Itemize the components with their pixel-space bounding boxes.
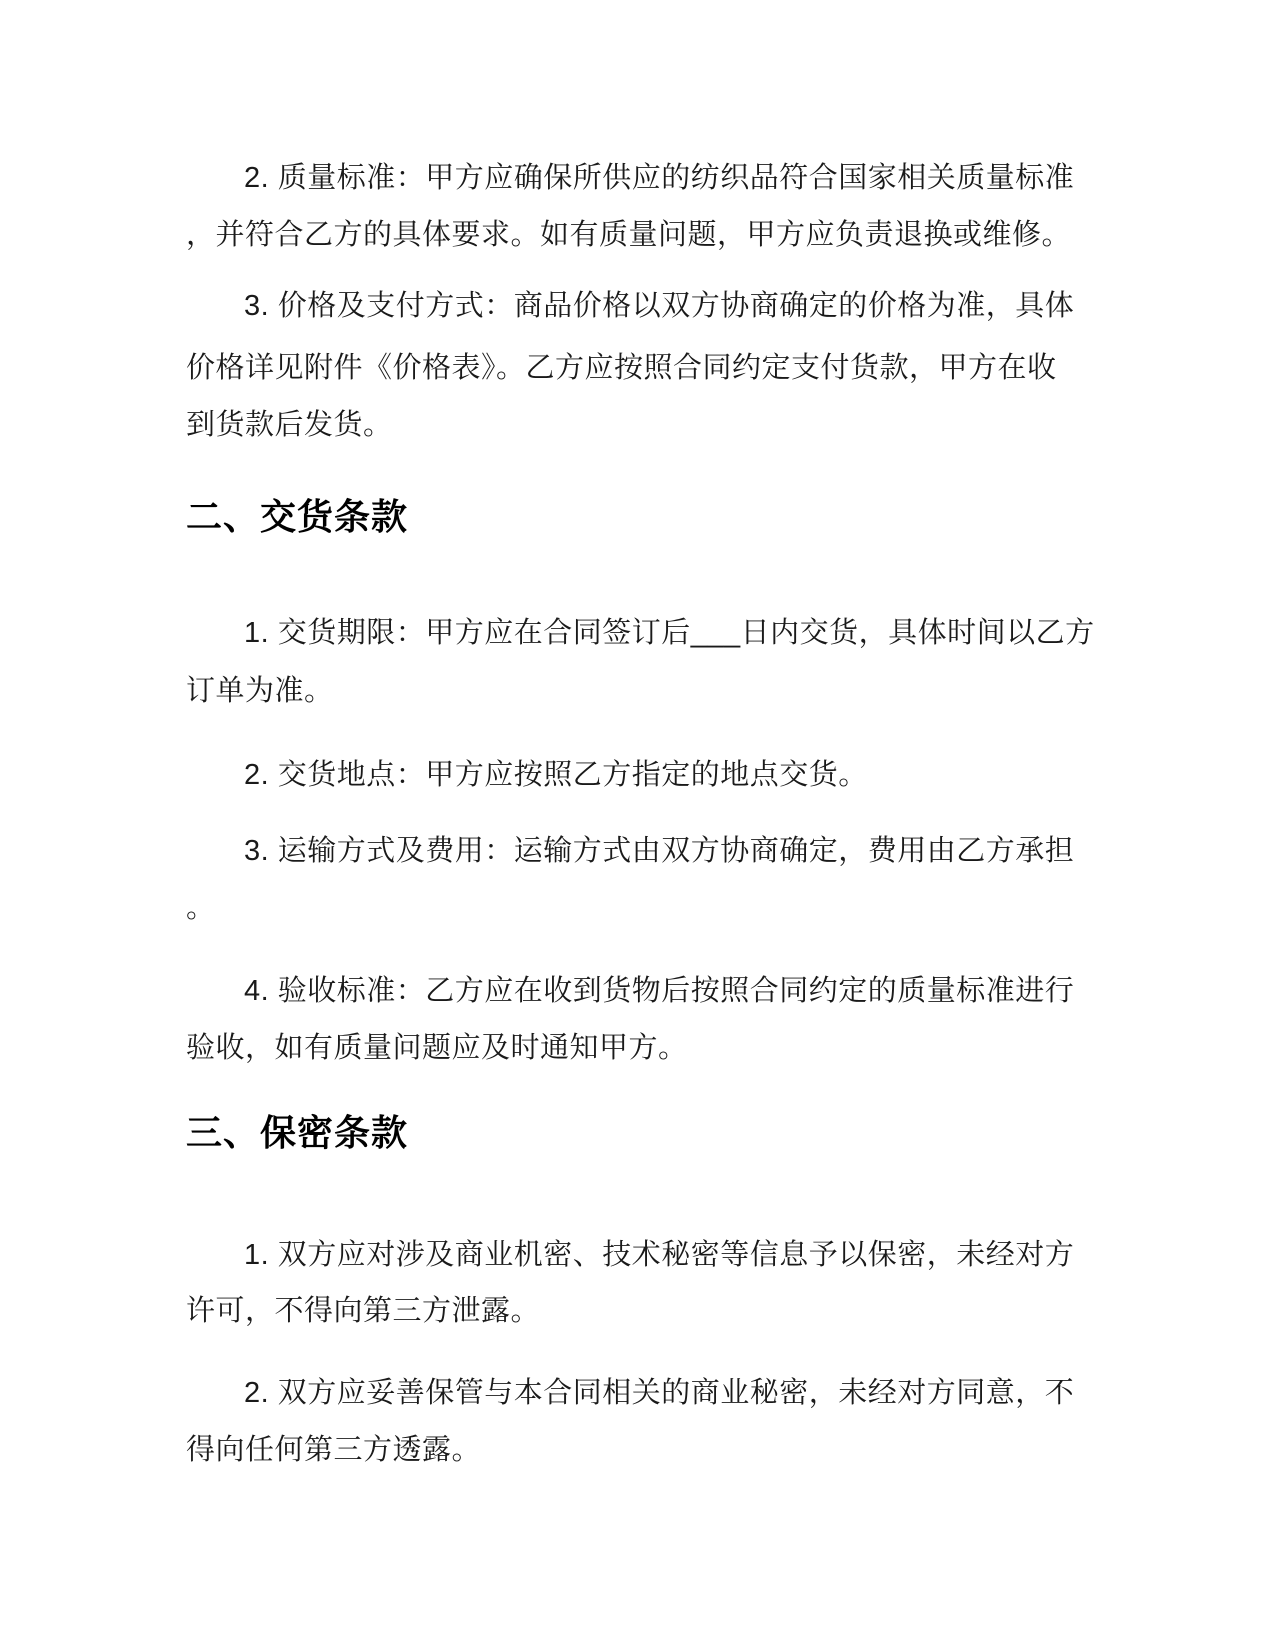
paragraph-line-transport-cost-1: 3. 运输方式及费用：运输方式由双方协商确定，费用由乙方承担 <box>244 835 1075 867</box>
paragraph-line-secrecy-keep-2: 得向任何第三方透露。 <box>186 1434 482 1466</box>
paragraph-line-secrecy-2: 许可，不得向第三方泄露。 <box>186 1295 541 1327</box>
paragraph-line-quality-standard-2: ，并符合乙方的具体要求。如有质量问题，甲方应负责退换或维修。 <box>186 219 1072 251</box>
paragraph-line-secrecy-keep-1: 2. 双方应妥善保管与本合同相关的商业秘密，未经对方同意，不 <box>244 1377 1075 1409</box>
paragraph-line-delivery-deadline-1: 1. 交货期限：甲方应在合同签订后___日内交货，具体时间以乙方 <box>244 617 1095 649</box>
paragraph-line-acceptance-1: 4. 验收标准：乙方应在收到货物后按照合同约定的质量标准进行 <box>244 975 1075 1007</box>
paragraph-line-quality-standard-1: 2. 质量标准：甲方应确保所供应的纺织品符合国家相关质量标准 <box>244 162 1075 194</box>
section-heading-confidentiality: 三、保密条款 <box>186 1112 409 1153</box>
paragraph-line-price-payment-2: 价格详见附件《价格表》。乙方应按照合同约定支付货款，甲方在收 <box>186 352 1057 384</box>
paragraph-line-acceptance-2: 验收，如有质量问题应及时通知甲方。 <box>186 1032 688 1064</box>
paragraph-line-price-payment-1: 3. 价格及支付方式：商品价格以双方协商确定的价格为准，具体 <box>244 290 1075 322</box>
paragraph-line-transport-cost-2: 。 <box>186 892 216 924</box>
paragraph-line-delivery-place: 2. 交货地点：甲方应按照乙方指定的地点交货。 <box>244 759 868 791</box>
section-heading-delivery-terms: 二、交货条款 <box>186 496 409 537</box>
paragraph-line-price-payment-3: 到货款后发货。 <box>186 409 393 441</box>
paragraph-line-delivery-deadline-2: 订单为准。 <box>186 675 334 707</box>
paragraph-line-secrecy-1: 1. 双方应对涉及商业机密、技术秘密等信息予以保密，未经对方 <box>244 1239 1075 1271</box>
